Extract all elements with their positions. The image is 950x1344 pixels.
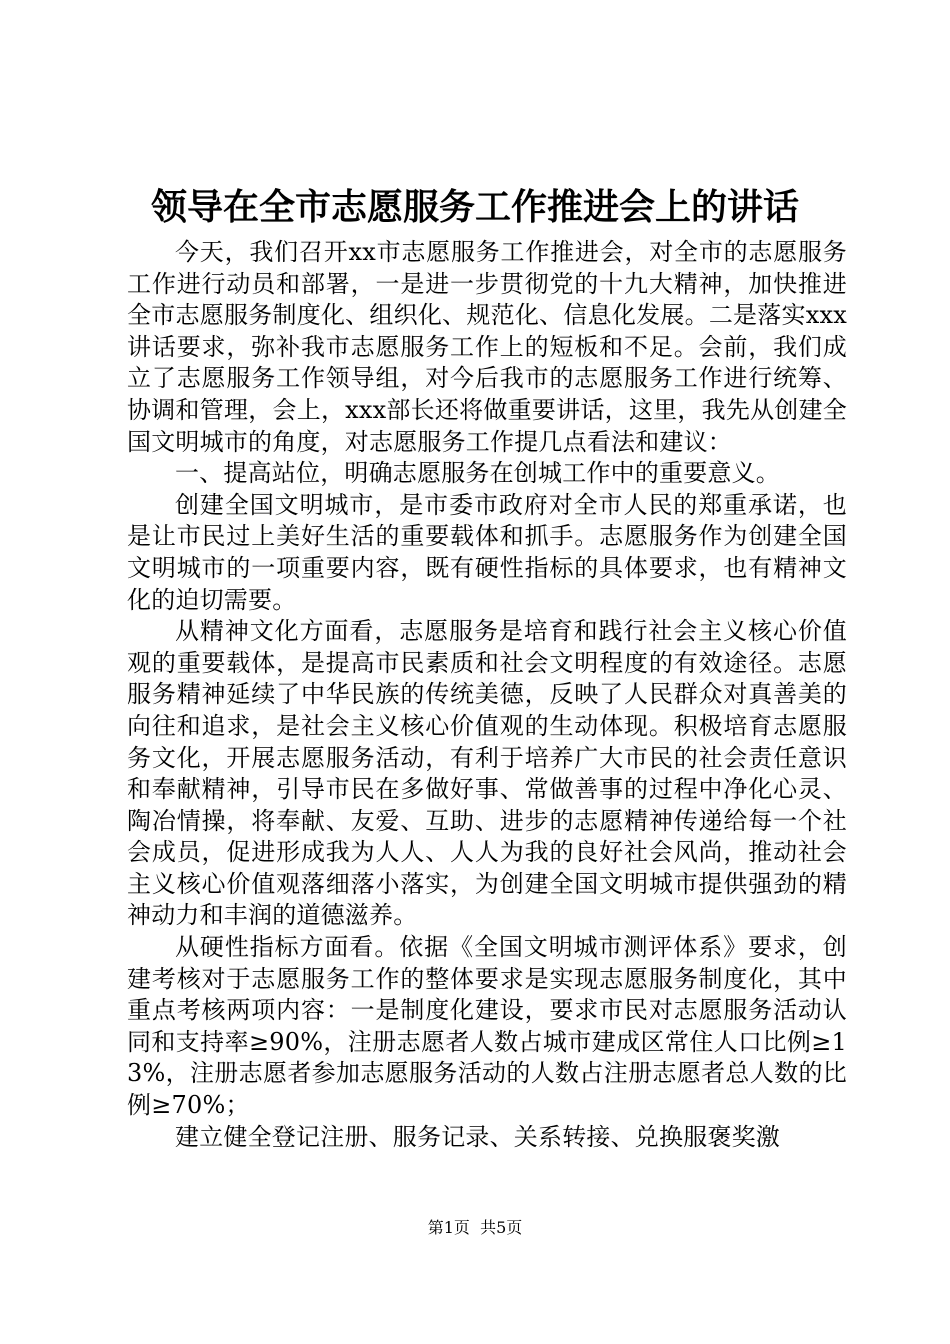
page-number: 第1页 bbox=[427, 1218, 470, 1237]
paragraph-spiritual-culture: 从精神文化方面看，志愿服务是培育和践行社会主义核心价值观的重要载体，是提高市民素质和社会文明程度的有效途径。志愿服务精神延续了中华民族的传统美德，反映了人民群众对真善美的向往和追求，是社会主义核心价值观的生动体现。积极培育志愿服务文化，开展志愿服务活动，有利于培养广大市民的社会责任意识和奉献精神，引导市民在多做好事、常做善事的过程中净化心灵、陶冶情操，将奉献、友爱、互助、进步的志愿精神传递给每一个社会成员，促进形成我为人人、人人为我的良好社会风尚，推动社会主义核心价值观落细落小落实，为创建全国文明城市提供强劲的精神动力和丰润的道德滋养。 bbox=[127, 617, 847, 930]
document-title: 领导在全市志愿服务工作推进会上的讲话 bbox=[150, 186, 799, 228]
document-body bbox=[127, 237, 847, 1153]
paragraph-hard-indicators: 从硬性指标方面看。依据《全国文明城市测评体系》要求，创建考核对于志愿服务工作的整体要求是实现志愿服务制度化，其中重点考核两项内容：一是制度化建设，要求市民对志愿服务活动认同和支持率≥90%，注册志愿者人数占城市建成区常住人口比例≥13%，注册志愿者参加志愿服务活动的人数占注册志愿者总人数的比例≥70%； bbox=[127, 933, 847, 1120]
paragraph-civilized-city: 创建全国文明城市，是市委市政府对全市人民的郑重承诺，也是让市民过上美好生活的重要载体和抓手。志愿服务作为创建全国文明城市的一项重要内容，既有硬性指标的具体要求，也有精神文化的迫切需要。 bbox=[127, 490, 847, 614]
footer-spacer bbox=[470, 1218, 480, 1237]
page-total: 共5页 bbox=[480, 1218, 523, 1237]
paragraph-heading-one: 一、提高站位，明确志愿服务在创城工作中的重要意义。 bbox=[175, 459, 780, 488]
paragraph-intro: 今天，我们召开xx市志愿服务工作推进会，对全市的志愿服务工作进行动员和部署，一是进一步贯彻党的十九大精神，加快推进全市志愿服务制度化、组织化、规范化、信息化发展。二是落实xxx讲话要求，弥补我市志愿服务工作上的短板和不足。会前，我们成立了志愿服务工作领导组，对今后我市的志愿服务工作进行统筹、协调和管理，会上，xxx部长还将做重要讲话，这里，我先从创建全国文明城市的角度，对志愿服务工作提几点看法和建议： bbox=[127, 238, 847, 456]
paragraph-registration: 建立健全登记注册、服务记录、关系转接、兑换服褒奖激 bbox=[175, 1122, 780, 1151]
page-footer bbox=[0, 1218, 950, 1238]
